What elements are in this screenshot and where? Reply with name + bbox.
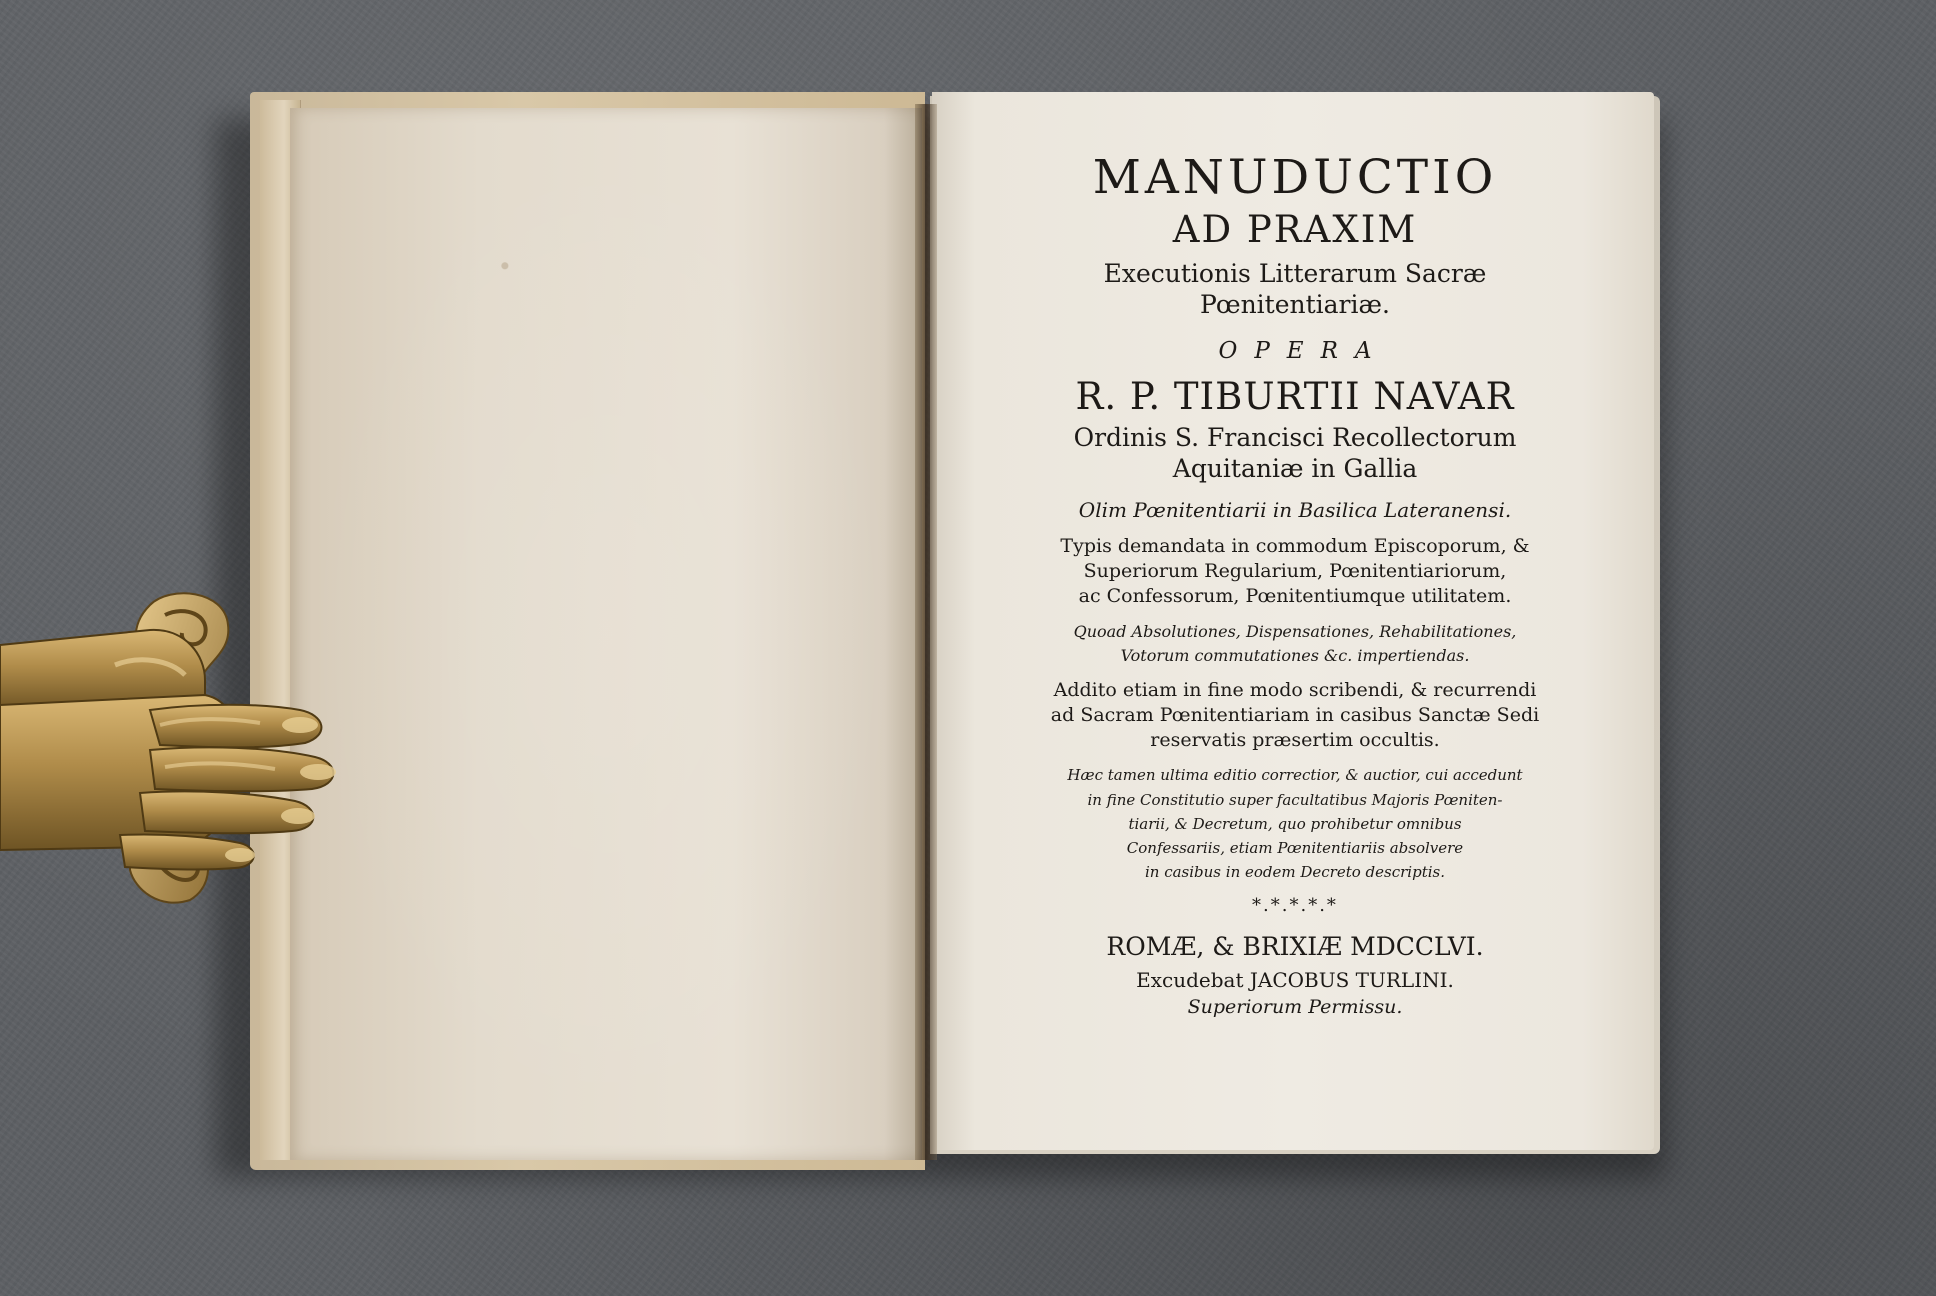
appendix-line: ad Sacram Pœnitentiariam in casibus Sanctæ Sedi bbox=[1050, 704, 1540, 726]
appendix-line: reservatis præsertim occultis. bbox=[1150, 729, 1440, 751]
title-page-text bbox=[975, 150, 1615, 1021]
description-line: Superiorum Regularium, Pœnitentiariorum, bbox=[1083, 560, 1507, 582]
description-line: Typis demandata in commodum Episcoporum, & bbox=[1060, 535, 1530, 557]
opera-label: OPERA bbox=[1218, 338, 1389, 364]
author-order: Ordinis S. Francisci Recollectorum bbox=[1073, 423, 1517, 452]
edition-note-line: Confessariis, etiam Pœnitentiariis absolvere bbox=[1126, 839, 1464, 857]
description-line: ac Confessorum, Pœnitentiumque utilitatem. bbox=[1078, 585, 1512, 607]
author-province: Aquitaniæ in Gallia bbox=[1172, 454, 1418, 483]
imprint-permission: Superiorum Permissu. bbox=[1187, 996, 1403, 1018]
scope-line: Votorum commutationes &c. impertiendas. bbox=[1120, 646, 1470, 665]
imprint-place-date: ROMÆ, & BRIXIÆ MDCCLVI. bbox=[1106, 932, 1484, 961]
subtitle-line: Pœnitentiariæ. bbox=[1200, 290, 1390, 319]
main-title: MANUDUCTIO bbox=[1092, 150, 1498, 205]
subtitle: AD PRAXIM bbox=[1172, 208, 1418, 251]
brass-hand-bookmark bbox=[0, 585, 345, 905]
appendix-line: Addito etiam in fine modo scribendi, & recurrendi bbox=[1053, 679, 1537, 701]
subtitle-line: Executionis Litterarum Sacræ bbox=[1103, 259, 1487, 288]
book-gutter bbox=[915, 104, 937, 1160]
author-name: R. P. TIBURTII NAVAR bbox=[1075, 375, 1515, 418]
edition-note-line: Hæc tamen ultima editio correctior, & auctior, cui accedunt bbox=[1067, 766, 1523, 784]
blank-left-page bbox=[290, 108, 922, 1160]
author-office: Olim Pœnitentiarii in Basilica Lateranensi. bbox=[1078, 498, 1512, 522]
edition-note-line: in fine Constitutio super facultatibus Majoris Pœniten- bbox=[1087, 791, 1503, 809]
imprint-printer: Excudebat JACOBUS TURLINI. bbox=[1136, 968, 1454, 992]
scope-line: Quoad Absolutiones, Dispensationes, Rehabilitationes, bbox=[1073, 622, 1517, 641]
edition-note-line: tiarii, & Decretum, quo prohibetur omnibus bbox=[1128, 815, 1462, 833]
edition-note-line: in casibus in eodem Decreto descriptis. bbox=[1144, 863, 1445, 881]
printers-ornament: *.*.*.*.* bbox=[1252, 895, 1338, 916]
